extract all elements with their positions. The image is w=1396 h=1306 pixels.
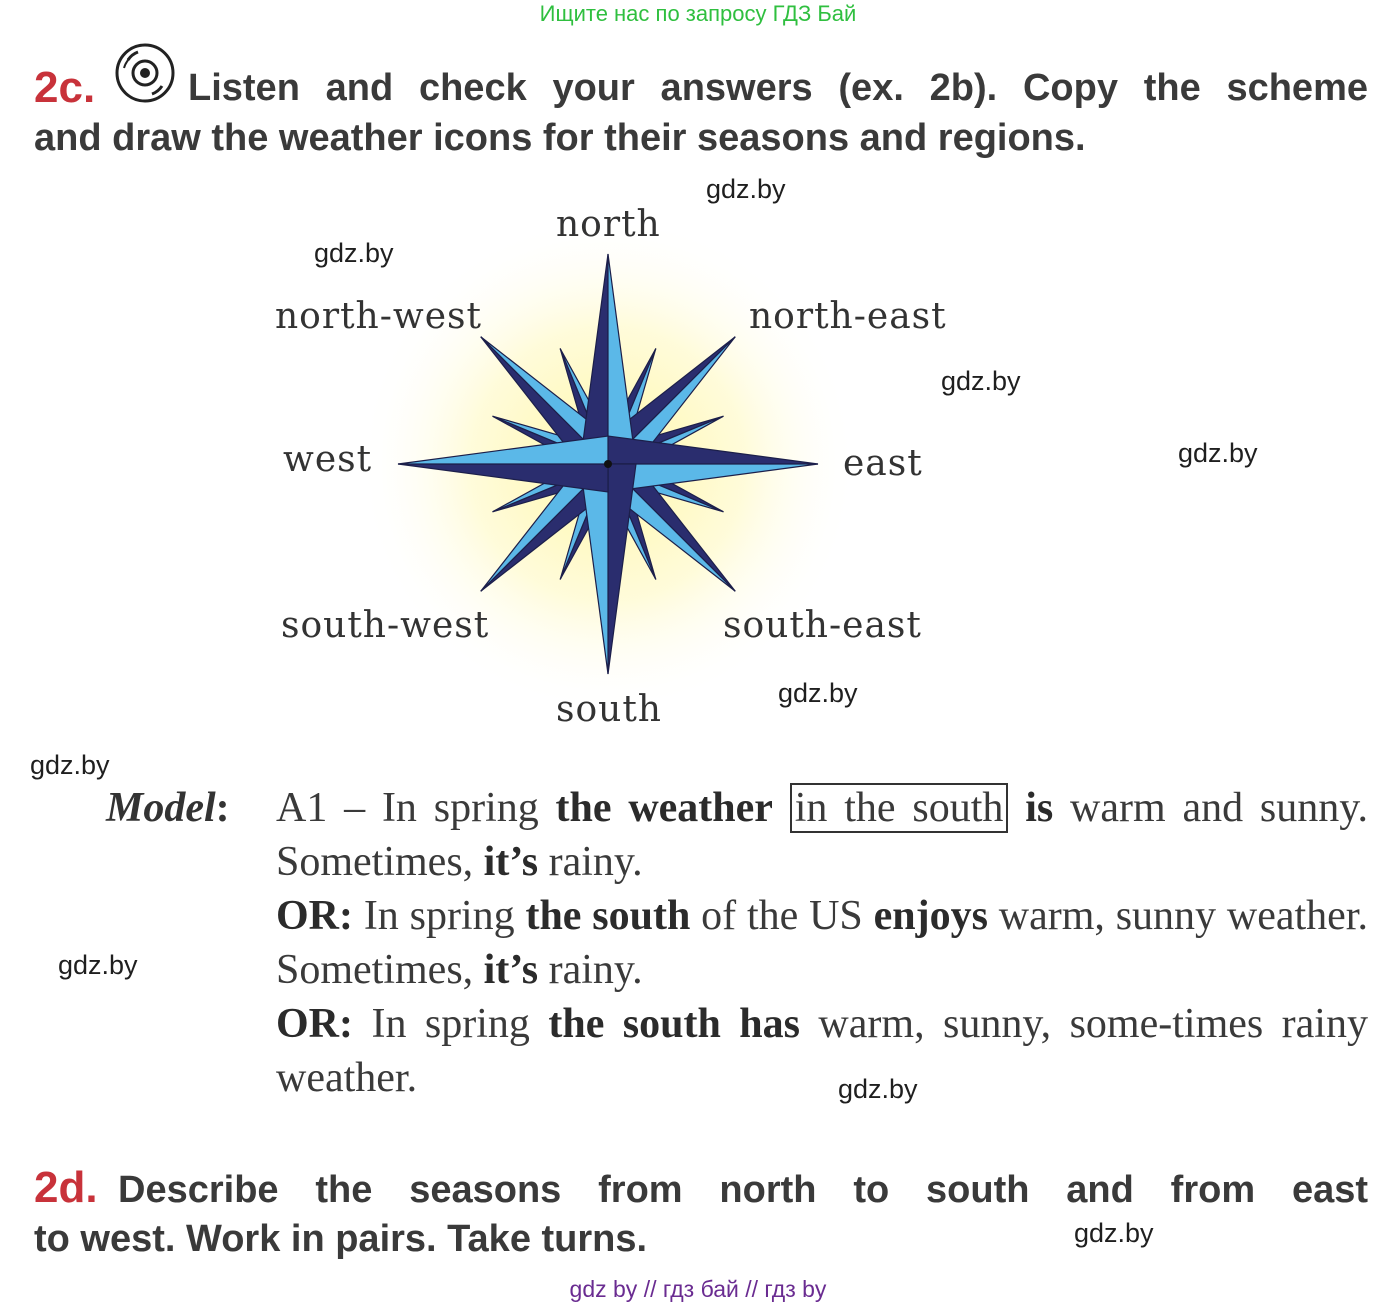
- label-south: south: [556, 689, 662, 730]
- watermark: gdz.by: [706, 174, 786, 204]
- highlighted-phrase-box: in the south: [790, 783, 1009, 833]
- watermark: gdz.by: [58, 950, 138, 980]
- watermark: gdz.by: [314, 238, 394, 268]
- rose-cardinal-point: [608, 436, 818, 464]
- rose-cardinal-point: [398, 464, 608, 492]
- rose-cardinal-point: [398, 436, 608, 464]
- rose-cardinal-point: [580, 464, 608, 674]
- exercise-2c-number: 2c.: [34, 63, 96, 112]
- exercise-2d-line1: Describe the seasons from north to south and from east: [118, 1169, 1368, 1211]
- label-west: west: [283, 439, 373, 480]
- exercise-2c-line1: Listen and check your answers (ex. 2b). Copy the scheme: [188, 67, 1368, 109]
- model-paragraph-2: OR: In spring the south of the US enjoys warm, sunny weather. Sometimes, it’s rainy.: [276, 893, 1368, 993]
- cd-disc-icon: [114, 42, 176, 104]
- label-north-east: north-east: [749, 296, 947, 337]
- watermark: gdz.by: [30, 750, 110, 780]
- watermark: gdz.by: [1074, 1218, 1154, 1248]
- watermark: gdz.by: [1178, 438, 1258, 468]
- rose-center: [604, 460, 612, 468]
- footer-links: gdz by // гдз бай // гдз by: [569, 1276, 827, 1302]
- rose-cardinal-point: [608, 464, 636, 674]
- top-banner: Ищите нас по запросу ГДЗ Бай: [539, 1, 857, 26]
- label-east: east: [843, 443, 923, 484]
- label-south-east: south-east: [723, 605, 922, 646]
- exercise-2d-line2: to west. Work in pairs. Take turns.: [34, 1218, 648, 1260]
- model-paragraph-3: OR: In spring the south has warm, sunny, some-times rainy weather.: [276, 1001, 1368, 1101]
- rose-cardinal-point: [608, 464, 818, 492]
- label-north: north: [556, 204, 661, 245]
- label-south-west: south-west: [281, 605, 490, 646]
- label-north-west: north-west: [275, 296, 482, 337]
- watermark: gdz.by: [778, 678, 858, 708]
- model-paragraph-1: A1 – In spring the weather in the south is warm and sunny. Sometimes, it’s rainy.: [276, 785, 1369, 885]
- watermark: gdz.by: [941, 366, 1021, 396]
- model-label: Model:: [106, 785, 230, 831]
- exercise-2c-line2: and draw the weather icons for their seasons and regions.: [34, 117, 1086, 159]
- watermark: gdz.by: [838, 1074, 918, 1104]
- exercise-2d-number: 2d.: [34, 1163, 98, 1212]
- rose-cardinal-point: [580, 254, 608, 464]
- rose-cardinal-point: [608, 254, 636, 464]
